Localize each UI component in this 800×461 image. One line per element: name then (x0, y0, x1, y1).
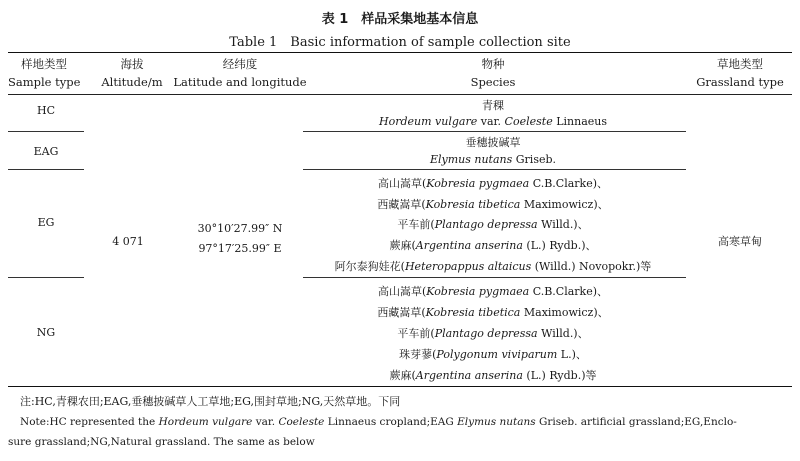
longitude-value: 97°17′25.99″ E (198, 242, 282, 255)
header-species-cn: 物种 (481, 57, 505, 71)
species-text: (L.) Rydb.)等 (522, 369, 597, 382)
row-divider (8, 169, 84, 170)
species-text: 平车前( (397, 327, 435, 340)
note-cn: 注:HC,青稞农田;EAG,垂穗披碱草人工草地;EG,围封草地;NG,天然草地。下同 (20, 395, 401, 408)
species-text: 珠芽蓼( (399, 348, 437, 361)
row-divider (303, 169, 686, 170)
top-rule (8, 52, 792, 53)
species-text: Willd.)、 (537, 327, 589, 340)
species-text: (L.) Rydb.)、 (522, 239, 597, 252)
sci-name: Coeleste (278, 416, 325, 428)
bottom-rule (8, 386, 792, 387)
sci-name: Kobresia tibetica (425, 198, 521, 211)
species-ng-line (300, 304, 686, 320)
species-eg-line (300, 237, 686, 253)
species-text: 蕨麻( (389, 239, 416, 252)
species-ng-line (300, 325, 686, 341)
species-text: Maximowicz)、 (520, 306, 609, 319)
row-ng-type: NG (36, 326, 56, 339)
species-text: Maximowicz)、 (520, 198, 609, 211)
species-text: 高山嵩草( (377, 177, 427, 190)
sci-name: Plantago depressa (434, 218, 538, 231)
sci-name: Kobresia pygmaea (426, 285, 530, 298)
altitude-value: 4 071 (112, 235, 144, 248)
sci-name: Argentina anserina (415, 369, 523, 382)
row-divider (303, 131, 686, 132)
species-eg-line (300, 258, 686, 274)
species-text: 西藏嵩草( (377, 198, 426, 211)
table-title-cn: 表 1 样品采集地基本信息 (321, 12, 479, 27)
sci-name: Plantago depressa (434, 327, 538, 340)
row-divider (303, 277, 686, 278)
header-grassland-en: Grassland type (696, 75, 784, 89)
species-text: 西藏嵩草( (377, 306, 426, 319)
species-eg-line (300, 216, 686, 232)
species-eag-latin (300, 153, 686, 166)
header-latlon-en: Latitude and longitude (173, 75, 307, 89)
species-text: Griseb. (512, 153, 557, 166)
note-text: Griseb. artificial grassland;EG,Enclo- (535, 416, 737, 428)
species-text: C.B.Clarke)、 (529, 177, 609, 190)
row-divider (8, 277, 84, 278)
header-sample-type-en: Sample type (8, 75, 81, 89)
sci-name: Polygonum viviparum (436, 348, 558, 361)
sci-name: Kobresia pygmaea (426, 177, 530, 190)
header-sample-type-cn: 样地类型 (21, 57, 67, 71)
species-ng-line (300, 367, 686, 383)
row-hc-type: HC (36, 104, 55, 117)
species-eg-line (300, 196, 686, 212)
sci-name: Argentina anserina (415, 239, 523, 252)
row-eag-type: EAG (33, 145, 59, 158)
header-rule (8, 94, 792, 95)
sci-name: Elymus nutans (429, 153, 513, 166)
header-grassland-cn: 草地类型 (717, 57, 763, 71)
header-latlon-cn: 经纬度 (222, 57, 258, 71)
species-eg-line (300, 175, 686, 191)
species-text: var. (477, 115, 505, 128)
row-eg-type: EG (37, 216, 55, 229)
species-ng-line (300, 346, 686, 362)
species-hc-cn: 青稞 (482, 99, 504, 112)
sci-name: Hordeum vulgare (158, 416, 253, 428)
header-altitude-en: Altitude/m (101, 75, 163, 89)
note-en-line1 (20, 416, 737, 428)
species-text: 蕨麻( (389, 369, 416, 382)
species-hc-latin (300, 115, 686, 128)
grassland-type-value: 高寒草甸 (718, 235, 762, 248)
note-en-line2: sure grassland;NG,Natural grassland. The same as below (8, 436, 315, 448)
species-text: C.B.Clarke)、 (529, 285, 609, 298)
header-altitude-cn: 海拔 (120, 57, 144, 71)
species-eag-cn: 垂穗披碱草 (465, 136, 521, 149)
note-text: Note:HC represented the (20, 416, 159, 428)
sci-name: Elymus nutans (457, 416, 536, 428)
species-text: 阿尔泰狗娃花( (334, 260, 405, 273)
species-text: 平车前( (397, 218, 435, 231)
species-text: Linnaeus (552, 115, 607, 128)
sci-name: Hordeum vulgare (379, 115, 478, 128)
sci-name: Heteropappus altaicus (404, 260, 532, 273)
species-ng-line (300, 283, 686, 299)
species-text: (Willd.) Novopokr.)等 (531, 260, 652, 273)
note-text: Linnaeus cropland;EAG (324, 416, 458, 428)
note-text: var. (252, 416, 279, 428)
header-species-en: Species (470, 75, 516, 89)
sci-name: Coeleste (504, 115, 553, 128)
row-divider (8, 131, 84, 132)
latitude-value: 30°10′27.99″ N (197, 222, 283, 235)
sci-name: Kobresia tibetica (425, 306, 521, 319)
species-text: L.)、 (557, 348, 587, 361)
species-text: Willd.)、 (537, 218, 589, 231)
species-text: 高山嵩草( (377, 285, 427, 298)
table-title-en: Table 1 Basic information of sample collection site (229, 35, 571, 50)
